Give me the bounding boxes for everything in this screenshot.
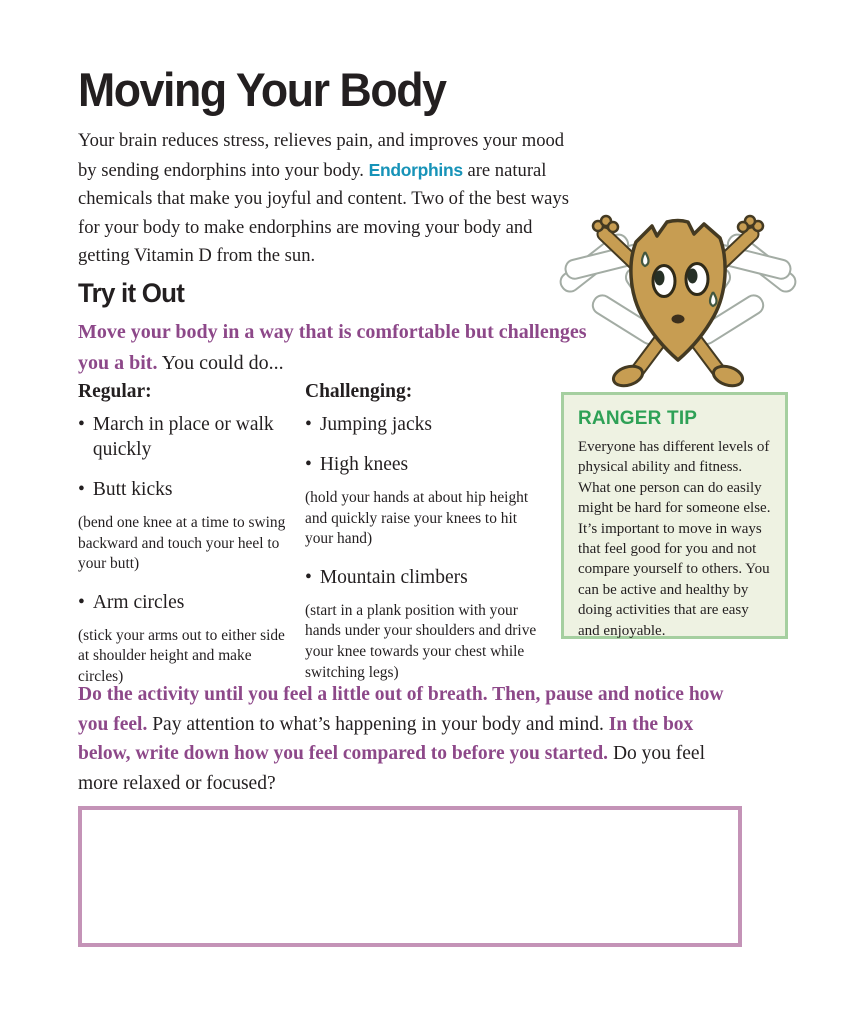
intro-paragraph xyxy=(78,127,578,271)
list-item xyxy=(78,590,293,615)
bullet-icon: • xyxy=(305,454,312,475)
endorphins-keyword: Endorphins xyxy=(368,159,463,180)
list-item xyxy=(305,452,537,477)
bullet-icon: • xyxy=(305,414,312,435)
badge-mascot-illustration xyxy=(556,188,800,388)
intro-text-2: are natural chemicals that make you joyful and content. Two of the best ways for your body to make endorphins are moving your body and getting Vitamin D from the sun. xyxy=(78,159,569,267)
list-item-label: Mountain climbers xyxy=(319,566,468,588)
regular-heading: Regular: xyxy=(78,381,152,402)
list-item-note: (stick your arms out to either side at shoulder height and make circles) xyxy=(78,626,285,685)
activity-instructions xyxy=(78,680,730,798)
list-item-note: (bend one knee at a time to swing backward and touch your heel to your butt) xyxy=(78,514,286,573)
regular-column xyxy=(78,381,293,703)
lead-rest-text: You could do... xyxy=(157,351,284,374)
list-item-label: March in place or walk quickly xyxy=(92,414,274,460)
list-item xyxy=(78,412,293,462)
page-title: Moving Your Body xyxy=(78,63,446,116)
challenging-column xyxy=(305,381,537,698)
list-item-note: (start in a plank position with your hands under your shoulders and drive your knee towards your chest while switching legs) xyxy=(305,601,537,681)
list-item-label: High knees xyxy=(319,454,409,475)
bullet-icon: • xyxy=(305,566,312,588)
list-item xyxy=(305,565,537,590)
list-item xyxy=(305,412,537,437)
challenging-heading: Challenging: xyxy=(305,381,413,402)
activity-plain-2: Do you feel more relaxed or focused? xyxy=(78,743,705,794)
bullet-icon: • xyxy=(78,479,85,500)
list-item-label: Arm circles xyxy=(92,591,185,613)
ranger-tip-heading: RANGER TIP xyxy=(578,408,698,429)
try-it-out-heading: Try it Out xyxy=(78,278,185,308)
intro-text-1: Your brain reduces stress, relieves pain, and improves your mood by sending endorphins into your body. xyxy=(78,130,565,181)
list-item-label: Jumping jacks xyxy=(319,414,432,435)
bullet-icon: • xyxy=(78,591,85,613)
lead-paragraph xyxy=(78,317,590,378)
response-writing-box[interactable] xyxy=(78,806,742,947)
list-item-note: (hold your hands at about hip height and quickly raise your knees to hit your hand) xyxy=(305,489,529,548)
lead-bold-text: Move your body in a way that is comfortable but challenges you a bit. xyxy=(78,321,587,374)
activity-plain-1: Pay attention to what’s happening in your body and mind. xyxy=(147,713,609,735)
activity-bold-2: In the box below, write down how you feel compared to before you started. xyxy=(78,713,694,764)
activity-bold-1: Do the activity until you feel a little out of breath. Then, pause and notice how you feel. xyxy=(78,684,724,735)
ranger-tip-body: Everyone has different levels of physical ability and fitness. What one person can do easily might be hard for someone else. It’s important to move in ways that feel good for you and not compare yourself to others. You can be active and healthy by doing activities that are easy and enjoyable. xyxy=(578,439,771,639)
list-item xyxy=(78,477,293,502)
ranger-tip-box xyxy=(561,392,788,639)
list-item-label: Butt kicks xyxy=(92,479,173,500)
bullet-icon: • xyxy=(78,414,85,435)
